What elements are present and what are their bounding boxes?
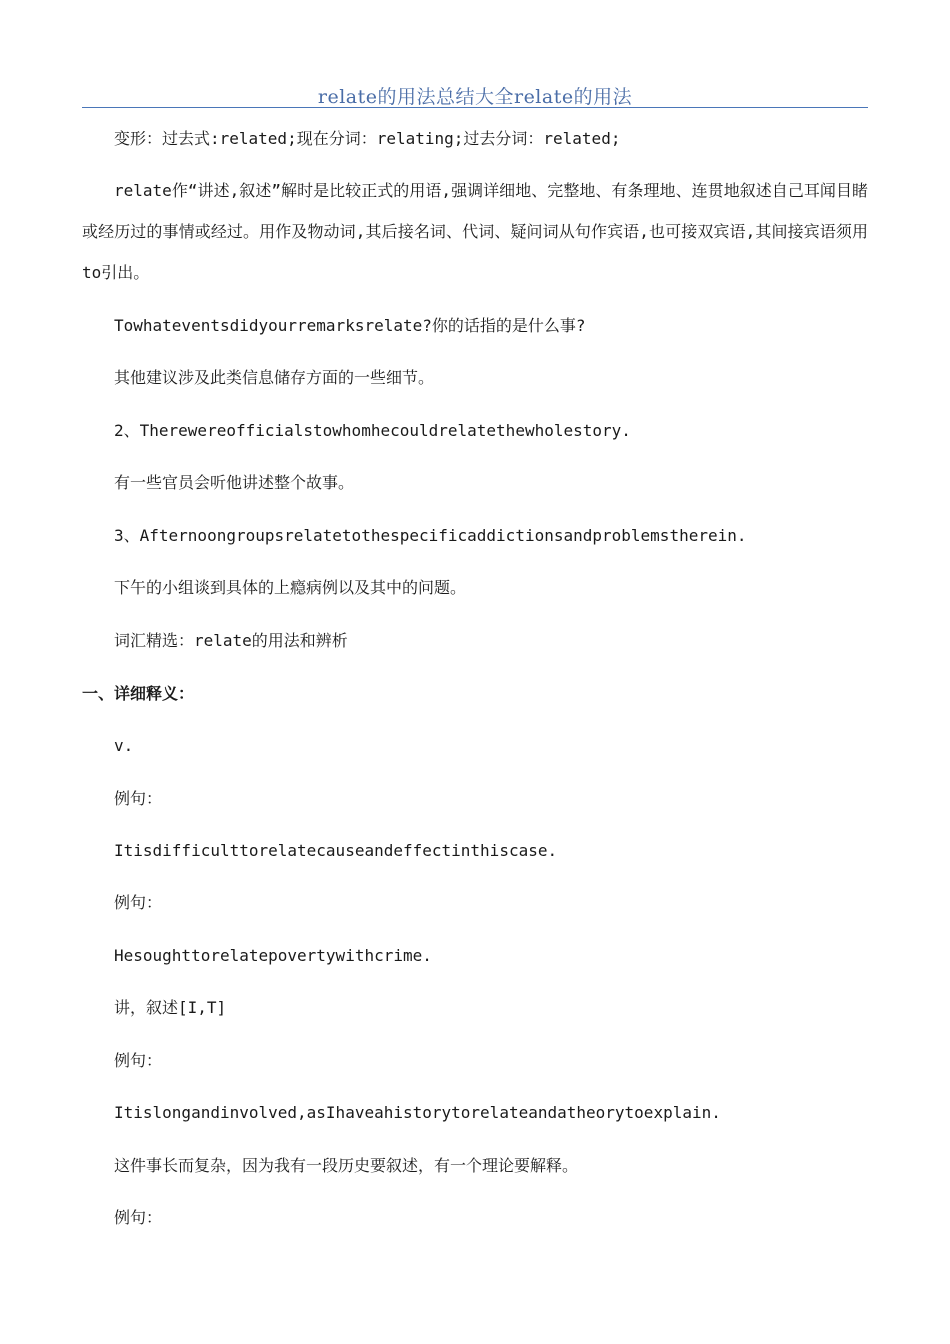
- paragraph-translation-2: 有一些官员会听他讲述整个故事。: [114, 473, 355, 492]
- example-label: 例句：: [114, 789, 163, 808]
- example-label: 例句：: [114, 1208, 163, 1227]
- example-sentence: Itislongandinvolved,asIhaveahistorytorelateandatheorytoexplain.: [114, 1103, 721, 1122]
- paragraph-example-1: Towhateventsdidyourremarksrelate?你的话指的是什么事?: [114, 316, 586, 335]
- paragraph-inflections: 变形：过去式:related;现在分词：relating;过去分词：related;: [114, 129, 621, 148]
- example-sentence: Hesoughttorelatepovertywithcrime.: [114, 946, 432, 965]
- paragraph-example-3: 3、Afternoongroupsrelatetothespecificaddictionsandproblemstherein.: [114, 526, 747, 545]
- example-sentence: Itisdifficulttorelatecauseandeffectinthiscase.: [114, 841, 558, 860]
- definition-entry: 讲，叙述[I,T]: [114, 998, 227, 1017]
- paragraph-vocab-title: 词汇精选：relate的用法和辨析: [114, 631, 348, 650]
- paragraph-translation-1: 其他建议涉及此类信息储存方面的一些细节。: [114, 368, 435, 387]
- part-of-speech: v.: [114, 736, 134, 755]
- example-label: 例句：: [114, 893, 163, 912]
- header-divider: [82, 107, 868, 108]
- paragraph-example-2: 2、Therewereofficialstowhomhecouldrelatethewholestory.: [114, 421, 631, 440]
- example-translation: 这件事长而复杂，因为我有一段历史要叙述，有一个理论要解释。: [114, 1156, 579, 1175]
- section-heading-definition: 一、详细释义：: [82, 684, 195, 703]
- paragraph-translation-3: 下午的小组谈到具体的上瘾病例以及其中的问题。: [114, 578, 467, 597]
- example-label: 例句：: [114, 1051, 163, 1070]
- paragraph-usage-explanation: relate作“讲述,叙述”解时是比较正式的用语,强调详细地、完整地、有条理地、连贯地叙述自己耳闻目睹或经历过的事情或经过。用作及物动词,其后接名词、代词、疑问词从句作宾语,也可接双宾语,其间接宾语须用to引出。: [82, 181, 868, 282]
- page-title: relate的用法总结大全relate的用法: [317, 86, 633, 108]
